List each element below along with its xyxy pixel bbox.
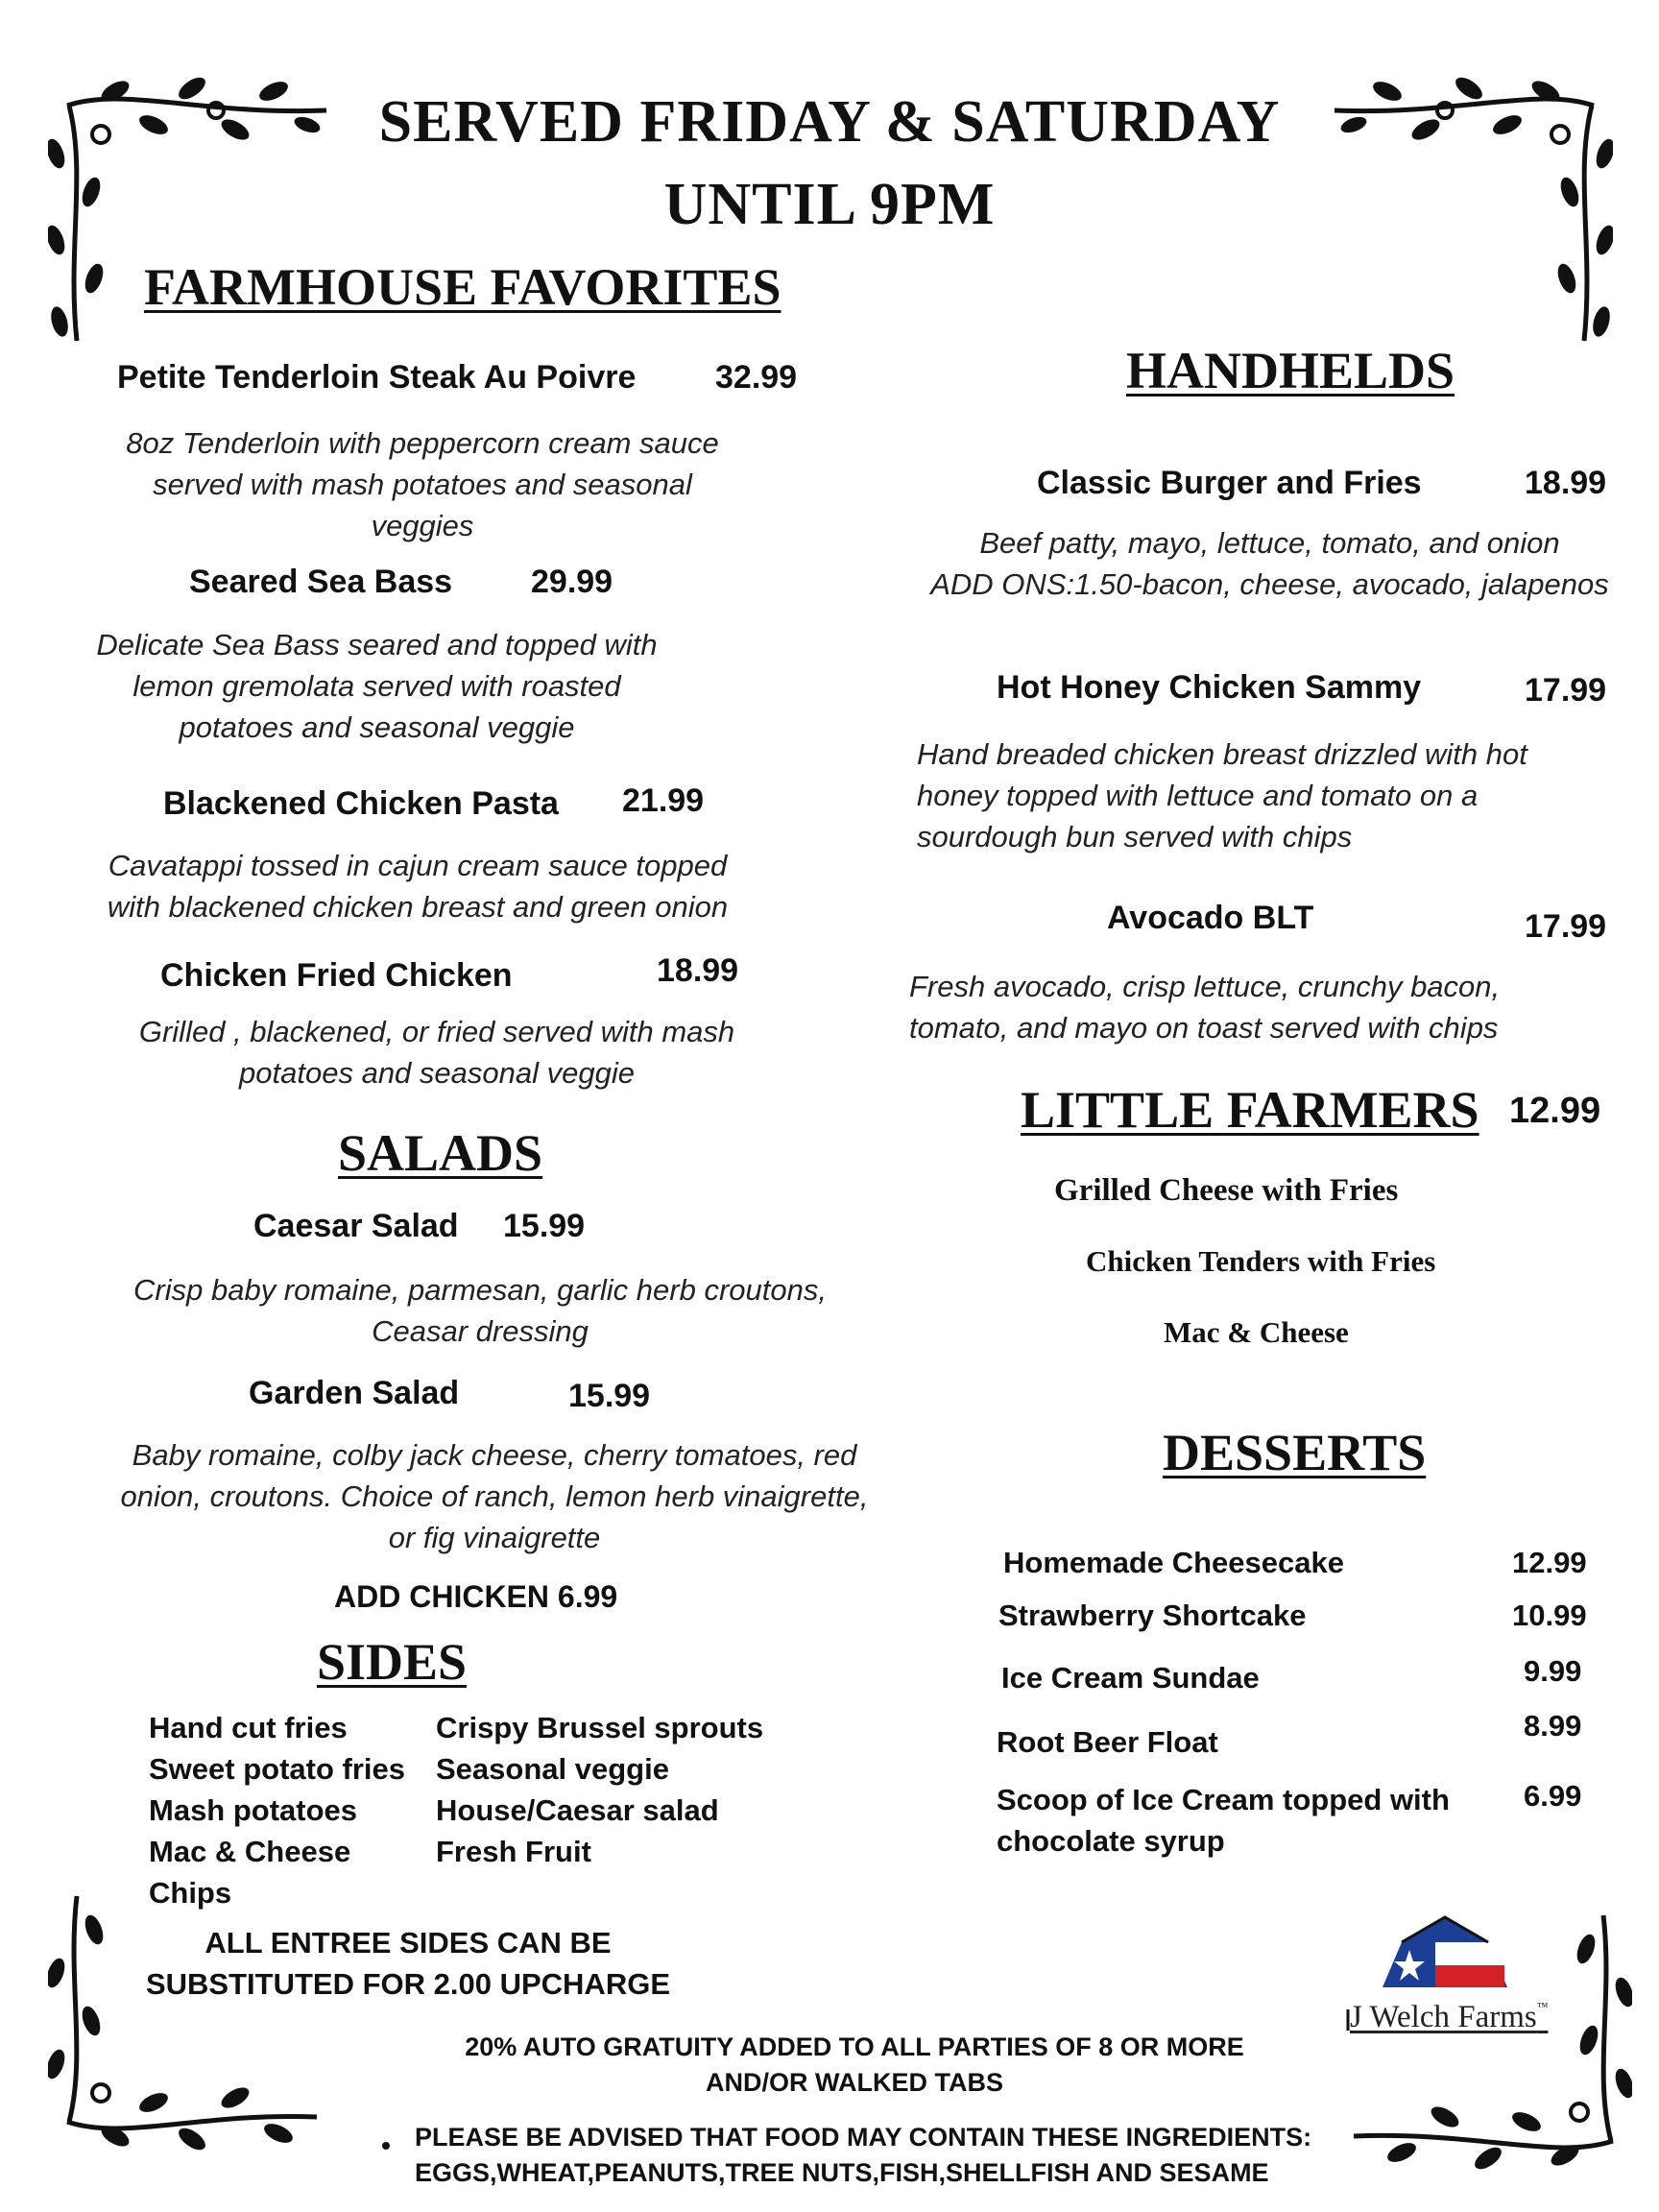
side-item: Crispy Brussel sprouts [436,1711,764,1744]
add-chicken-note: ADD CHICKEN 6.99 [334,1579,618,1614]
item-name: Chicken Fried Chicken [160,957,513,994]
item-price: 18.99 [657,952,739,989]
item-price: 15.99 [568,1378,651,1414]
side-item: Chips [149,1876,232,1910]
dessert-name: Homemade Cheesecake [1003,1546,1344,1579]
kids-item: Mac & Cheese [1164,1315,1349,1349]
gratuity-note: 20% AUTO GRATUITY ADDED TO ALL PARTIES OF 8 OR MORE AND/OR WALKED TABS [465,2032,1244,2097]
item-description: Cavatappi tossed in cajun cream sauce topped with blackened chicken breast and green onion [107,849,729,924]
item-price: 29.99 [531,564,613,600]
item-price: 21.99 [622,782,705,819]
item-name: Avocado BLT [1107,900,1314,936]
kids-item: Chicken Tenders with Fries [1086,1244,1436,1278]
dessert-name: Root Beer Float [997,1725,1218,1759]
item-name: Petite Tenderloin Steak Au Poivre [117,359,637,396]
section-title-sides: SIDES [317,1633,468,1691]
dessert-price: 9.99 [1524,1654,1582,1688]
little-farmers-price: 12.99 [1509,1091,1601,1131]
header-line-2: UNTIL 9PM [663,172,996,237]
item-name: Classic Burger and Fries [1037,465,1422,501]
side-item: House/Caesar salad [436,1793,719,1827]
side-item: Mac & Cheese [149,1835,351,1868]
side-item: Seasonal veggie [436,1752,669,1786]
section-title-salads: SALADS [338,1124,543,1182]
dessert-price: 6.99 [1524,1779,1582,1813]
item-price: 15.99 [503,1208,586,1244]
sides-column-2 [436,1707,763,1872]
allergy-note: PLEASE BE ADVISED THAT FOOD MAY CONTAIN THESE INGREDIENTS: EGGS,WHEAT,PEANUTS,TREE NUTS,FISH,SHELLFISH AND SESAME [415,2123,1312,2187]
item-name: Caesar Salad [253,1208,459,1244]
dessert-name: Scoop of Ice Cream topped with chocolate syrup [997,1783,1450,1858]
dessert-price: 8.99 [1524,1709,1582,1743]
dessert-price: 12.99 [1512,1546,1587,1579]
header-line-1: SERVED FRIDAY & SATURDAY [378,89,1281,155]
item-description: 8oz Tenderloin with peppercorn cream sauce served with mash potatoes and seasonal veggies [126,426,719,542]
section-title-desserts: DESSERTS [1163,1424,1427,1481]
item-description: Delicate Sea Bass seared and topped with lemon gremolata served with roasted potatoes and seasonal veggie [96,628,658,744]
item-price: 32.99 [715,359,798,396]
section-title-farmhouse: FARMHOUSE FAVORITES [144,258,781,316]
dessert-name: Ice Cream Sundae [1001,1661,1260,1695]
item-name: Hot Honey Chicken Sammy [997,669,1422,706]
sides-column-1 [149,1707,405,1913]
kids-item: Grilled Cheese with Fries [1054,1173,1399,1208]
section-title-handhelds: HANDHELDS [1126,342,1455,399]
bullet-icon [382,2142,390,2150]
dessert-price: 10.99 [1512,1599,1587,1632]
item-description: Baby romaine, colby jack cheese, cherry tomatoes, red onion, croutons. Choice of ranch, lemon herb vinaigrette, or fig vinaigrette [120,1438,869,1554]
item-description: Grilled , blackened, or fried served with mash potatoes and seasonal veggie [138,1015,735,1090]
side-item: Mash potatoes [149,1793,358,1827]
dessert-name: Strawberry Shortcake [998,1599,1307,1632]
item-name: Blackened Chicken Pasta [163,785,559,822]
side-item: Sweet potato fries [149,1752,405,1786]
item-name: Seared Sea Bass [189,564,453,600]
item-description: Crisp baby romaine, parmesan, garlic herb croutons, Ceasar dressing [133,1273,827,1348]
farm-logo [1344,1906,1549,2050]
item-price: 17.99 [1525,672,1607,709]
side-item: Fresh Fruit [436,1835,591,1868]
item-price: 18.99 [1525,465,1607,501]
item-price: 17.99 [1525,908,1607,945]
sides-substitution-note: ALL ENTREE SIDES CAN BE SUBSTITUTED FOR 2.00 UPCHARGE [145,1926,670,2001]
item-description: Beef patty, mayo, lettuce, tomato, and onion ADD ONS:1.50-bacon, cheese, avocado, jalapenos [930,526,1609,601]
side-item: Hand cut fries [149,1711,348,1744]
item-description: Fresh avocado, crisp lettuce, crunchy bacon, tomato, and mayo on toast served with chips [909,970,1501,1045]
section-title-little-farmers: LITTLE FARMERS [1021,1081,1479,1139]
item-description: Hand breaded chicken breast drizzled with hot honey topped with lettuce and tomato on a sourdough bun served with chips [917,737,1527,854]
item-name: Garden Salad [249,1375,460,1411]
logo-text: J Welch Farms™ [1350,2000,1549,2034]
